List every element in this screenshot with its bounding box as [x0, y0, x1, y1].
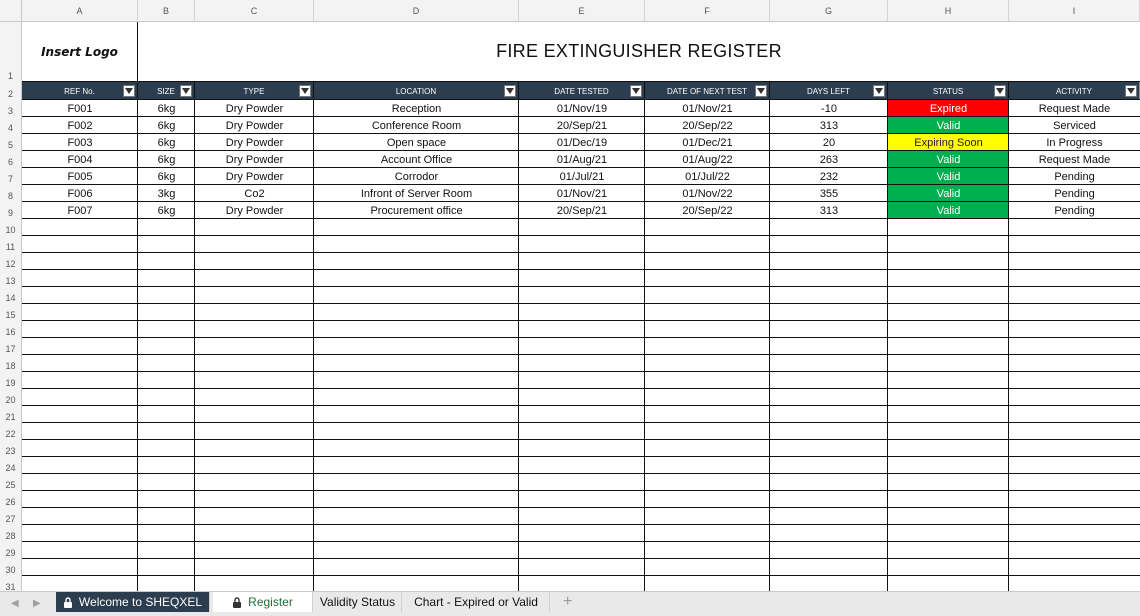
cell-type[interactable]: Dry Powder [225, 153, 284, 166]
lock-icon [63, 597, 79, 608]
row-header-18[interactable]: 18 [0, 355, 22, 372]
status-badge[interactable]: Expiring Soon [888, 134, 1009, 151]
row-header-23[interactable]: 23 [0, 440, 22, 457]
cell-location[interactable]: Corrodor [394, 170, 439, 183]
header-label: TYPE [243, 86, 265, 96]
sheet-tab-bar [0, 591, 1140, 616]
header-label: LOCATION [395, 86, 437, 96]
cell-days-left[interactable]: 263 [819, 153, 839, 166]
row-header-20[interactable]: 20 [0, 389, 22, 406]
cell-ref[interactable]: F004 [67, 153, 93, 166]
chevron-right-icon[interactable]: ▶ [33, 598, 41, 609]
row-header-29[interactable]: 29 [0, 542, 22, 559]
cell-date-tested[interactable]: 20/Sep/21 [556, 119, 608, 132]
cell-days-left[interactable]: 232 [819, 170, 839, 183]
cell-next-test[interactable]: 20/Sep/22 [682, 204, 733, 217]
cell-days-left[interactable]: 313 [819, 204, 839, 217]
header-label: STATUS [932, 86, 964, 96]
filter-dropdown-icon[interactable] [180, 85, 192, 97]
cell-location[interactable]: Infront of Server Room [360, 187, 473, 200]
column-header-f[interactable]: F [645, 0, 770, 22]
header-date-tested [519, 82, 645, 100]
row-header-5[interactable]: 5 [0, 134, 22, 151]
tab-label: Validity Status [319, 595, 396, 609]
cell-activity[interactable]: Request Made [1038, 102, 1111, 115]
column-header-a[interactable]: A [22, 0, 138, 22]
row-header-9[interactable]: 9 [0, 202, 22, 219]
row-header-21[interactable]: 21 [0, 406, 22, 423]
row-header-1[interactable]: 1 [0, 22, 22, 82]
cell-type[interactable]: Dry Powder [225, 102, 284, 115]
cell-ref[interactable]: F005 [67, 170, 93, 183]
chevron-left-icon[interactable]: ◀ [11, 598, 19, 609]
header-label: ACTIVITY [1055, 86, 1092, 96]
cell-ref[interactable]: F007 [67, 204, 93, 217]
row-header-3[interactable]: 3 [0, 100, 22, 117]
cell-size[interactable]: 6kg [157, 153, 176, 166]
cell-date-tested[interactable]: 01/Jul/21 [559, 170, 605, 183]
row-header-30[interactable]: 30 [0, 559, 22, 576]
header-date-of-next-test [645, 82, 770, 100]
cell-next-test[interactable]: 01/Jul/22 [685, 170, 730, 183]
tab-label: Register [248, 595, 293, 609]
tab-register[interactable] [213, 592, 313, 612]
header-label: DATE TESTED [554, 86, 609, 96]
cell-days-left[interactable]: -10 [821, 102, 837, 115]
row-header-4[interactable]: 4 [0, 117, 22, 134]
row-header-17[interactable]: 17 [0, 338, 22, 355]
cell-activity[interactable]: In Progress [1046, 136, 1103, 149]
header-label: DAYS LEFT [807, 86, 850, 96]
cell-days-left[interactable]: 20 [822, 136, 836, 149]
cell-activity[interactable]: Pending [1054, 204, 1095, 217]
cell-size[interactable]: 6kg [157, 102, 176, 115]
row-header-7[interactable]: 7 [0, 168, 22, 185]
column-header-g[interactable]: G [770, 0, 888, 22]
row-header-12[interactable]: 12 [0, 253, 22, 270]
filter-dropdown-icon[interactable] [755, 85, 767, 97]
tab-validity-status[interactable] [314, 592, 402, 612]
select-all-corner[interactable] [0, 0, 22, 22]
tab-label: Chart - Expired or Valid [414, 595, 538, 609]
cell-location[interactable]: Open space [386, 136, 447, 149]
lock-icon [232, 597, 248, 608]
row-header-31[interactable]: 31 [0, 576, 22, 591]
cell-type[interactable]: Dry Powder [225, 119, 284, 132]
cell-date-tested[interactable]: 01/Dec/19 [556, 136, 608, 149]
cell-size[interactable]: 6kg [157, 119, 176, 132]
cell-date-tested[interactable]: 01/Nov/19 [556, 102, 608, 115]
cell-days-left[interactable]: 355 [819, 187, 839, 200]
tab-chart-expired-or-valid[interactable] [403, 592, 550, 612]
cell-days-left[interactable]: 313 [819, 119, 839, 132]
status-badge[interactable]: Valid [888, 117, 1009, 134]
row-header-14[interactable]: 14 [0, 287, 22, 304]
cell-next-test[interactable]: 01/Dec/21 [682, 136, 733, 149]
filter-dropdown-icon[interactable] [504, 85, 516, 97]
tab-label: Welcome to SHEQXEL [78, 595, 203, 609]
row-header-13[interactable]: 13 [0, 270, 22, 287]
cell-date-tested[interactable]: 20/Sep/21 [556, 204, 608, 217]
header-location [314, 82, 519, 100]
header-size [138, 82, 195, 100]
cell-ref[interactable]: F001 [67, 102, 93, 115]
column-header-e[interactable]: E [519, 0, 645, 22]
column-header-i[interactable]: I [1009, 0, 1140, 22]
filter-dropdown-icon[interactable] [299, 85, 311, 97]
cell-location[interactable]: Reception [391, 102, 442, 115]
status-badge[interactable]: Expired [888, 100, 1009, 117]
row-header-15[interactable]: 15 [0, 304, 22, 321]
cell-next-test[interactable]: 20/Sep/22 [682, 119, 733, 132]
cell-size[interactable]: 6kg [157, 136, 176, 149]
row-header-2[interactable]: 2 [0, 82, 22, 100]
row-header-10[interactable]: 10 [0, 219, 22, 236]
cell-next-test[interactable]: 01/Nov/22 [682, 187, 733, 200]
header-label: SIZE [157, 86, 175, 96]
status-badge[interactable]: Valid [888, 185, 1009, 202]
row-header-26[interactable]: 26 [0, 491, 22, 508]
cell-ref[interactable]: F002 [67, 119, 93, 132]
row-header-28[interactable]: 28 [0, 525, 22, 542]
header-type [195, 82, 314, 100]
cell-location[interactable]: Conference Room [371, 119, 462, 132]
cell-size[interactable]: 3kg [157, 187, 176, 200]
header-label: REF No. [64, 86, 95, 96]
cell-date-tested[interactable]: 01/Nov/21 [556, 187, 608, 200]
cell-location[interactable]: Procurement office [370, 204, 463, 217]
row-header-22[interactable]: 22 [0, 423, 22, 440]
column-header-b[interactable]: B [138, 0, 195, 22]
status-badge[interactable]: Valid [888, 168, 1009, 185]
row-header-6[interactable]: 6 [0, 151, 22, 168]
row-header-8[interactable]: 8 [0, 185, 22, 202]
logo-placeholder: Insert Logo [41, 44, 118, 59]
cell-date-tested[interactable]: 01/Aug/21 [556, 153, 608, 166]
plus-icon[interactable]: + [563, 593, 573, 610]
cell-size[interactable]: 6kg [157, 204, 176, 217]
cell-activity[interactable]: Pending [1054, 170, 1095, 183]
cell-type[interactable]: Dry Powder [225, 136, 284, 149]
header-ref-no [22, 82, 138, 100]
cell-ref[interactable]: F006 [67, 187, 93, 200]
row-header-19[interactable]: 19 [0, 372, 22, 389]
cell-ref[interactable]: F003 [67, 136, 93, 149]
status-badge[interactable]: Valid [888, 202, 1009, 219]
cell-type[interactable]: Co2 [244, 187, 265, 200]
column-header-h[interactable]: H [888, 0, 1009, 22]
row-header-16[interactable]: 16 [0, 321, 22, 338]
header-label: DATE OF NEXT TEST [666, 86, 747, 96]
cell-activity[interactable]: Serviced [1053, 119, 1096, 132]
row-header-27[interactable]: 27 [0, 508, 22, 525]
row-header-24[interactable]: 24 [0, 457, 22, 474]
filter-dropdown-icon[interactable] [994, 85, 1006, 97]
filter-dropdown-icon[interactable] [630, 85, 642, 97]
filter-dropdown-icon[interactable] [123, 85, 135, 97]
header-activity [1009, 82, 1140, 100]
row-header-11[interactable]: 11 [0, 236, 22, 253]
cell-next-test[interactable]: 01/Aug/22 [682, 153, 733, 166]
header-status [888, 82, 1009, 100]
cell-next-test[interactable]: 01/Nov/21 [682, 102, 733, 115]
row-header-25[interactable]: 25 [0, 474, 22, 491]
cell-type[interactable]: Dry Powder [225, 204, 284, 217]
header-days-left [770, 82, 888, 100]
column-header-c[interactable]: C [195, 0, 314, 22]
tab-welcome-to-sheqxel[interactable] [56, 592, 210, 612]
cell-activity[interactable]: Pending [1054, 187, 1095, 200]
status-badge[interactable]: Valid [888, 151, 1009, 168]
cell-location[interactable]: Account Office [380, 153, 453, 166]
cell-activity[interactable]: Request Made [1038, 153, 1111, 166]
filter-dropdown-icon[interactable] [1125, 85, 1137, 97]
column-header-d[interactable]: D [314, 0, 519, 22]
cell-size[interactable]: 6kg [157, 170, 176, 183]
register-title: FIRE EXTINGUISHER REGISTER [496, 41, 782, 61]
filter-dropdown-icon[interactable] [873, 85, 885, 97]
cell-type[interactable]: Dry Powder [225, 170, 284, 183]
